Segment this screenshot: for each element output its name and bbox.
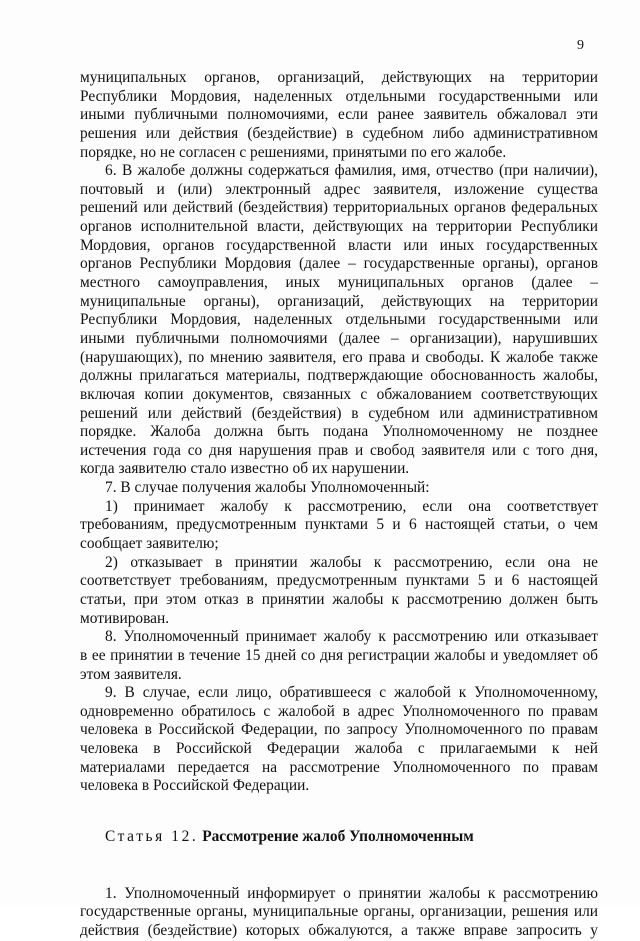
text-line: человека в Российской Федерации, по запросу Уполномоченного по правам — [80, 721, 598, 739]
text-line: должны прилагаться материалы, подтверждающие обоснованность жалобы, — [80, 367, 598, 385]
text-line: муниципальные органы), организаций, действующих на территории — [80, 292, 598, 310]
text-line: порядке. Жалоба должна быть подана Уполномоченному не позднее — [80, 423, 598, 441]
text-line: решения или действия (бездействие) в судебном либо административном — [80, 124, 598, 142]
text-line: одновременно обратилось с жалобой в адрес Уполномоченного по правам — [80, 702, 598, 720]
text-line: действия (бездействие) которых обжалуются, а также вправе запросить у — [80, 921, 598, 939]
page-number: 9 — [577, 38, 584, 53]
text-line: статьи, при этом отказ в принятии жалобы к рассмотрению должен быть — [80, 590, 598, 608]
text-line: сообщает заявителю; — [80, 535, 219, 553]
text-line: государственные органы, муниципальные органы, организации, решения или — [80, 903, 598, 921]
text-line: требованиям, предусмотренным пунктами 5 и 6 настоящей статьи, о чем — [80, 516, 598, 534]
text-line: почтовый и (или) электронный адрес заявителя, изложение существа — [80, 180, 598, 198]
text-line: (нарушающих), по мнению заявителя, его права и свободы. К жалобе также — [80, 348, 598, 366]
text-line: иными публичными полномочиями, если ранее заявитель обжаловал эти — [80, 106, 598, 124]
text-line: органов исполнительной власти, действующих на территории Республики — [80, 218, 598, 236]
text-line: 6. В жалобе должны содержаться фамилия, имя, отчество (при наличии), — [105, 162, 598, 180]
article-label: Статья 12. — [105, 827, 199, 845]
article-title: Рассмотрение жалоб Уполномоченным — [202, 827, 474, 845]
text-line: 7. В случае получения жалобы Уполномоченный: — [105, 479, 430, 497]
article-body — [80, 885, 598, 941]
text-line: Мордовия, органов государственной власти или иных государственных — [80, 236, 598, 254]
text-line: 2) отказывает в принятии жалобы к рассмотрению, если она не — [105, 553, 598, 571]
text-line: истечения года со дня нарушения прав и свобод заявителя или с того дня, — [80, 441, 598, 459]
text-line: муниципальных органов, организаций, действующих на территории — [80, 69, 598, 86]
article-heading — [80, 828, 598, 847]
text-line: человека в Российской Федерации жалоба с прилагаемыми к ней — [80, 740, 598, 758]
paragraphs-block — [80, 69, 598, 796]
spacer — [80, 847, 598, 869]
text-line: 9. В случае, если лицо, обратившееся с жалобой к Уполномоченному, — [105, 684, 598, 702]
text-line: 8. Уполномоченный принимает жалобу к рассмотрению или отказывает — [105, 628, 598, 646]
text-line: включая копии документов, связанных с обжалованием соответствующих — [80, 385, 598, 403]
text-line: человека в Российской Федерации. — [80, 777, 310, 795]
text-line: материалами передается на рассмотрение Уполномоченного по правам — [80, 758, 598, 776]
text-line: порядке, но не согласен с решениями, принятыми по его жалобе. — [80, 143, 507, 161]
text-line: решений или действий (бездействия) в судебном или административном — [80, 404, 598, 422]
text-line: местного самоуправления, иных муниципальных органов (далее – — [80, 274, 598, 292]
document-body — [80, 69, 598, 941]
text-line: 1. Уполномоченный информирует о принятии жалобы к рассмотрению — [105, 884, 598, 902]
text-line: иными публичными полномочиями (далее – организации), нарушивших — [80, 329, 598, 347]
text-line: соответствует требованиям, предусмотренным пунктами 5 и 6 настоящей — [80, 572, 598, 590]
spacer — [80, 812, 598, 828]
text-line: Республики Мордовия, наделенных отдельными государственными или — [80, 311, 598, 329]
text-line: Республики Мордовия, наделенных отдельными государственными или — [80, 87, 598, 105]
text-line: органов Республики Мордовия (далее – государственные органы), органов — [80, 255, 598, 273]
text-line: когда заявителю стало известно об их нарушении. — [80, 460, 410, 478]
text-line: в ее принятии в течение 15 дней со дня регистрации жалобы и уведомляет об — [80, 646, 598, 664]
spacer — [80, 796, 598, 812]
text-line: решений или действий (бездействия) территориальных органов федеральных — [80, 199, 598, 217]
text-line: 1) принимает жалобу к рассмотрению, если она соответствует — [105, 497, 598, 515]
text-line: мотивирован. — [80, 609, 170, 627]
text-line: этом заявителя. — [80, 665, 182, 683]
spacer — [80, 869, 598, 885]
